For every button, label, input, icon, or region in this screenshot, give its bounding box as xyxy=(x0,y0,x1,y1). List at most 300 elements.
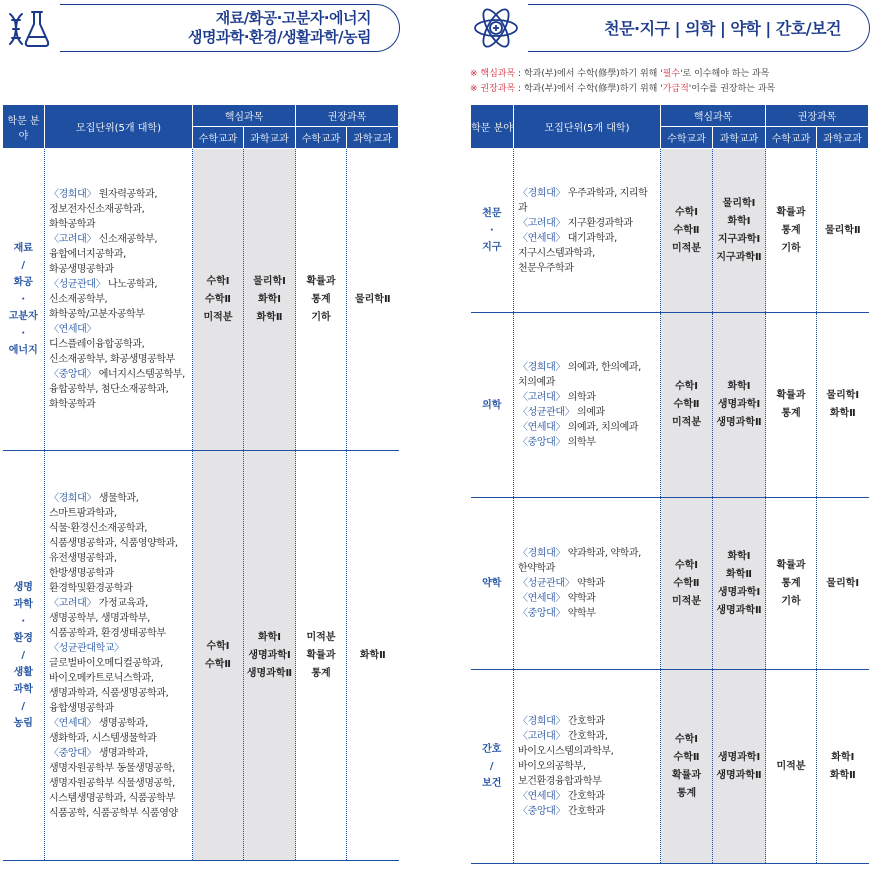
subject-name: 화학Ⅰ xyxy=(257,631,282,643)
subject-name: 화학Ⅰ xyxy=(257,293,282,305)
university-name: 〈중앙대〉 xyxy=(518,608,565,619)
left-header-line1: 재료/화공·고분자·에너지 xyxy=(215,9,371,27)
units-cell xyxy=(45,149,193,451)
department-names: 화학공학과 xyxy=(49,399,96,410)
unit-line xyxy=(49,686,188,701)
field-label: · xyxy=(489,225,494,236)
note-rec-text-a: : 학과(부)에서 수학(修學)하기 위해 ' xyxy=(515,84,663,94)
subject-name: 생명과학Ⅰ xyxy=(717,751,761,763)
department-names: 화학공학/고분자공학부 xyxy=(49,309,145,320)
left-header-line2: 생명과학·환경/생활과학/농림 xyxy=(187,28,371,46)
unit-line xyxy=(49,701,188,716)
unit-line xyxy=(49,292,188,307)
field-label: · xyxy=(21,328,26,339)
col-units-header: 모집단위(5개 대학) xyxy=(45,105,193,149)
department-names: 화공생명공학과 xyxy=(49,264,114,275)
department-names: 원자력공학과, xyxy=(95,189,158,200)
department-names: 지구환경과학과 xyxy=(564,217,633,229)
department-names: 대기과학과, xyxy=(564,232,617,244)
field-label: 간호 xyxy=(482,744,502,755)
department-names: 우주과학과, 지리학과 xyxy=(518,187,648,214)
field-label: 약학 xyxy=(482,578,502,589)
unit-line xyxy=(518,804,656,819)
department-names: 치의예과 xyxy=(518,377,556,388)
unit-line xyxy=(49,716,188,731)
unit-line xyxy=(49,232,188,247)
unit-line xyxy=(49,397,188,412)
core-math-cell xyxy=(661,498,713,670)
unit-line xyxy=(49,626,188,641)
table-row xyxy=(471,149,869,313)
department-names: 약학과 xyxy=(564,593,596,604)
university-name: 〈고려대〉 xyxy=(518,731,565,742)
subject-name: 생명과학Ⅱ xyxy=(246,667,293,679)
core-math-cell xyxy=(661,149,713,313)
department-names: 한약학과 xyxy=(518,563,556,574)
unit-line xyxy=(49,536,188,551)
subject-name: 생명과학Ⅰ xyxy=(717,399,761,410)
university-name: 〈연세대〉 xyxy=(518,422,565,433)
core-math-cell xyxy=(193,451,244,861)
department-names: 바이오시스템의과학부, xyxy=(518,746,614,757)
unit-line xyxy=(518,789,656,804)
subject-name: 물리학Ⅰ xyxy=(722,197,756,209)
subject-name: 수학Ⅰ xyxy=(674,381,699,392)
subject-name: 미적분 xyxy=(672,417,701,428)
recommended-science-cell xyxy=(347,149,399,451)
subject-name: 수학Ⅰ xyxy=(206,640,230,652)
subject-name: 미적분 xyxy=(672,242,701,254)
unit-line xyxy=(518,420,656,435)
department-names: 에너지시스템공학부, xyxy=(95,369,185,380)
note-core-emphasis: 필수 xyxy=(662,69,681,79)
recommended-math-cell xyxy=(766,498,817,670)
subject-name: 화학Ⅰ xyxy=(727,215,751,227)
university-name: 〈고려대〉 xyxy=(518,217,565,229)
department-names: 약학부 xyxy=(564,608,596,619)
department-names: 식물·환경신소재공학과, xyxy=(49,522,148,534)
department-names: 한방생명공학과 xyxy=(49,567,114,579)
university-name: 〈고려대〉 xyxy=(49,597,96,609)
subject-name: 생명과학Ⅱ xyxy=(716,604,762,616)
field-label: / xyxy=(21,650,26,661)
department-names: 융합생명공학과 xyxy=(49,702,114,714)
unit-line xyxy=(49,671,188,686)
subject-name: 미적분 xyxy=(203,311,233,323)
units-cell xyxy=(514,149,661,313)
university-name: 〈연세대〉 xyxy=(518,791,565,802)
units-cell xyxy=(514,670,661,864)
subject-name: 물리학Ⅰ xyxy=(253,275,286,287)
university-name: 〈고려대〉 xyxy=(518,392,565,403)
unit-line xyxy=(518,435,656,450)
subject-name: 수학Ⅰ xyxy=(206,275,230,287)
department-names: 약학과 xyxy=(574,578,605,589)
subject-name: 지구과학Ⅰ xyxy=(717,233,761,245)
university-name: 〈성균관대〉 xyxy=(518,407,575,418)
subject-name: 수학Ⅱ xyxy=(673,399,700,410)
note-core xyxy=(470,67,775,82)
department-names: 융합에너지공학과, xyxy=(49,249,126,260)
department-names: 정보전자신소재공학과, xyxy=(49,204,145,215)
field-label: 의학 xyxy=(482,399,502,411)
sub-math-header: 수학교과 xyxy=(661,127,713,149)
subject-name: 물리학Ⅱ xyxy=(824,224,861,236)
recommended-math-cell xyxy=(766,313,817,498)
unit-line xyxy=(518,261,656,276)
subject-name: 물리학Ⅰ xyxy=(826,390,860,401)
field-label: 환경 xyxy=(13,633,33,644)
subject-name: 수학Ⅰ xyxy=(674,559,699,571)
core-science-cell xyxy=(713,313,766,498)
unit-line xyxy=(49,746,188,761)
university-name: 〈경희대〉 xyxy=(518,716,565,727)
field-label: 생명 xyxy=(13,582,33,593)
subject-name: 통계 xyxy=(311,293,331,305)
core-science-cell xyxy=(713,670,766,864)
subject-name: 통계 xyxy=(781,408,801,419)
department-names: 지구시스템과학과, xyxy=(518,247,595,259)
subject-name: 생명과학Ⅱ xyxy=(716,417,762,428)
department-names: 간호학과 xyxy=(564,791,605,802)
units-cell xyxy=(45,451,193,861)
department-names: 의예과, 치의예과 xyxy=(564,422,639,433)
field-label: 에너지 xyxy=(8,345,38,356)
field-label: · xyxy=(21,294,26,305)
unit-line xyxy=(518,390,656,405)
university-name: 〈경희대〉 xyxy=(49,492,96,504)
subject-name: 미적분 xyxy=(306,631,336,643)
unit-line xyxy=(49,611,188,626)
core-science-cell xyxy=(244,149,296,451)
subject-name: 화학Ⅰ xyxy=(727,550,751,562)
recommended-math-cell xyxy=(766,149,817,313)
department-names: 천문우주학과 xyxy=(518,262,574,274)
note-rec-emphasis: 가급적 xyxy=(662,84,689,94)
unit-line xyxy=(518,714,656,729)
department-names: 신소재공학부, 화공생명공학부 xyxy=(49,354,175,365)
unit-line xyxy=(49,322,188,337)
unit-line xyxy=(518,186,656,216)
unit-line xyxy=(518,774,656,789)
col-units-header: 모집단위(5개 대학) xyxy=(514,105,661,149)
unit-line xyxy=(49,217,188,232)
subject-name: 확률과 xyxy=(306,649,336,661)
right-header-title: 천문·지구 | 의학 | 약학 | 간호/보건 xyxy=(604,18,841,38)
unit-line xyxy=(49,491,188,506)
subject-name: 확률과 xyxy=(776,390,806,401)
department-names: 생명과학과, 식품생명공학과, xyxy=(49,687,169,699)
dna-flask-icon xyxy=(4,4,52,52)
subject-name: 기하 xyxy=(781,595,801,607)
unit-line xyxy=(49,641,188,656)
university-name: 〈중앙대〉 xyxy=(518,806,565,817)
recommended-math-cell xyxy=(296,451,347,861)
subject-name: 화학Ⅱ xyxy=(726,568,752,580)
unit-line xyxy=(49,247,188,262)
field-label: 과학 xyxy=(13,684,33,695)
core-science-cell xyxy=(244,451,296,861)
unit-line xyxy=(518,375,656,390)
university-name: 〈연세대〉 xyxy=(49,324,96,335)
department-names: 의학부 xyxy=(564,437,596,448)
left-header-title-box xyxy=(60,4,400,52)
university-name: 〈성균관대〉 xyxy=(518,578,575,589)
subject-name: 확률과 xyxy=(672,769,701,781)
sub-sci-header: 과학교과 xyxy=(244,127,296,149)
department-names: 시스템생명공학과, 식품공학부 xyxy=(49,792,175,804)
unit-line xyxy=(518,759,656,774)
subject-name: 물리학Ⅱ xyxy=(354,293,391,305)
university-name: 〈경희대〉 xyxy=(49,189,96,200)
note-rec xyxy=(470,82,775,97)
field-cell xyxy=(471,313,514,498)
unit-line xyxy=(49,382,188,397)
unit-line xyxy=(49,367,188,382)
group-core-header: 핵심과목 xyxy=(661,105,766,127)
department-names: 가정교육과, xyxy=(95,597,148,609)
right-header xyxy=(470,4,870,52)
subject-name: 화학Ⅰ xyxy=(727,381,751,392)
subject-name: 화학Ⅱ xyxy=(256,311,283,323)
note-core-label: ※ 핵심과목 xyxy=(470,69,516,79)
department-names: 간호학과 xyxy=(564,806,605,817)
recommended-science-cell xyxy=(817,149,869,313)
subject-name: 기하 xyxy=(781,242,801,254)
note-rec-text-b: '이수를 권장하는 과목 xyxy=(688,84,776,94)
university-name: 〈성균관대〉 xyxy=(49,279,106,290)
subject-name: 물리학Ⅰ xyxy=(826,577,860,589)
subject-name: 수학Ⅱ xyxy=(205,658,231,670)
note-core-text-b: '로 이수해야 하는 과목 xyxy=(680,69,770,79)
department-names: 글로벌바이오메디컬공학과, xyxy=(49,657,163,669)
field-label: 과학 xyxy=(13,599,33,610)
unit-line xyxy=(49,337,188,352)
group-rec-header: 권장과목 xyxy=(296,105,399,127)
unit-line xyxy=(518,606,656,621)
unit-line xyxy=(49,581,188,596)
core-math-cell xyxy=(661,313,713,498)
department-names: 생물학과, xyxy=(95,492,139,504)
field-label: · xyxy=(21,616,26,627)
department-names: 신소재공학부, xyxy=(49,294,108,305)
field-label: 고분자 xyxy=(8,311,38,322)
table-row xyxy=(471,498,869,670)
unit-line xyxy=(49,202,188,217)
table-row xyxy=(3,451,399,861)
recommended-science-cell xyxy=(817,313,869,498)
subject-name: 미적분 xyxy=(776,760,806,772)
department-names: 환경학및환경공학과 xyxy=(49,582,133,594)
department-names: 화학공학과 xyxy=(49,219,96,230)
group-core-header: 핵심과목 xyxy=(193,105,296,127)
department-names: 유전생명공학과, xyxy=(49,552,117,564)
department-names: 디스플레이융합공학과, xyxy=(49,339,145,350)
subject-name: 수학Ⅱ xyxy=(673,751,700,763)
unit-line xyxy=(518,546,656,561)
units-cell xyxy=(514,498,661,670)
field-cell xyxy=(471,670,514,864)
unit-line xyxy=(518,246,656,261)
group-rec-header: 권장과목 xyxy=(766,105,869,127)
right-header-title-box xyxy=(528,4,870,52)
subject-name: 생명과학Ⅱ xyxy=(716,769,762,781)
department-names: 바이오메카트로닉스학과, xyxy=(49,672,154,684)
recommended-math-cell xyxy=(296,149,347,451)
units-cell xyxy=(514,313,661,498)
subject-name: 통계 xyxy=(781,224,801,236)
department-names: 생명공학부, 생명과학부, xyxy=(49,612,150,624)
unit-line xyxy=(49,731,188,746)
subject-name: 지구과학Ⅱ xyxy=(716,251,762,263)
university-name: 〈중앙대〉 xyxy=(518,437,565,448)
department-names: 생명자원공학부 동물생명공학, xyxy=(49,762,175,774)
unit-line xyxy=(49,521,188,536)
sub-sci-header: 과학교과 xyxy=(713,127,766,149)
field-label: 지구 xyxy=(482,242,502,253)
unit-line xyxy=(518,729,656,744)
university-name: 〈경희대〉 xyxy=(518,362,565,373)
subject-name: 확률과 xyxy=(306,275,336,287)
subject-name: 수학Ⅰ xyxy=(674,733,699,745)
table-row xyxy=(471,313,869,498)
unit-line xyxy=(518,216,656,231)
field-label: / xyxy=(21,701,26,712)
university-name: 〈연세대〉 xyxy=(518,593,565,604)
university-name: 〈연세대〉 xyxy=(49,717,96,729)
university-name: 〈고려대〉 xyxy=(49,234,96,245)
subject-name: 생명과학Ⅰ xyxy=(717,586,761,598)
department-names: 식품공학, 식품공학부 식품영양 xyxy=(49,807,178,819)
department-names: 식품공학과, 환경생태공학부 xyxy=(49,627,166,639)
unit-line xyxy=(518,591,656,606)
note-rec-label: ※ 권장과목 xyxy=(470,84,516,94)
unit-line xyxy=(49,656,188,671)
unit-line xyxy=(49,551,188,566)
unit-line xyxy=(49,806,188,821)
field-label: 화공 xyxy=(13,277,33,288)
recommended-math-cell xyxy=(766,670,817,864)
subject-name: 통계 xyxy=(311,667,331,679)
atom-icon xyxy=(472,4,520,52)
subject-name: 화학Ⅰ xyxy=(831,751,855,763)
recommended-science-cell xyxy=(817,670,869,864)
unit-line xyxy=(49,187,188,202)
subject-name: 화학Ⅱ xyxy=(359,649,386,661)
subject-name: 화학Ⅱ xyxy=(829,769,856,781)
unit-line xyxy=(518,231,656,246)
field-label: / xyxy=(21,260,26,271)
department-names: 생명자원공학부 식물생명공학, xyxy=(49,777,175,789)
subject-name: 미적분 xyxy=(672,595,701,607)
subject-name: 확률과 xyxy=(776,559,806,571)
field-cell xyxy=(3,149,45,451)
department-names: 생화학과, 시스템생물학과 xyxy=(49,732,157,744)
university-name: 〈중앙대〉 xyxy=(49,747,96,759)
department-names: 바이오의공학부, xyxy=(518,761,586,772)
university-name: 〈성균관대학교〉 xyxy=(49,642,124,654)
subject-name: 확률과 xyxy=(776,206,806,218)
university-name: 〈경희대〉 xyxy=(518,548,565,559)
field-label: 재료 xyxy=(13,243,33,254)
unit-line xyxy=(518,576,656,591)
department-names: 간호학과 xyxy=(564,716,605,727)
col-field-header: 학문 분야 xyxy=(471,105,514,149)
subject-name: 통계 xyxy=(781,577,801,589)
department-names: 나노공학과, xyxy=(105,279,158,290)
subject-name: 화학Ⅱ xyxy=(829,408,856,419)
subject-name: 수학Ⅰ xyxy=(674,206,699,218)
department-names: 의학과 xyxy=(564,392,596,403)
col-field-header: 학문 분야 xyxy=(3,105,45,149)
field-cell xyxy=(471,498,514,670)
department-names: 의예과, 한의예과, xyxy=(564,362,641,373)
field-label: 생활 xyxy=(13,667,33,678)
table-row xyxy=(471,670,869,864)
note-core-text-a: : 학과(부)에서 수학(修學)하기 위해 ' xyxy=(515,69,663,79)
university-name: 〈경희대〉 xyxy=(518,187,565,199)
unit-line xyxy=(49,277,188,292)
field-label: 보건 xyxy=(482,778,502,789)
unit-line xyxy=(518,360,656,375)
department-names: 간호학과, xyxy=(564,731,608,742)
unit-line xyxy=(49,307,188,322)
department-names: 생명공학과, xyxy=(95,717,148,729)
university-name: 〈중앙대〉 xyxy=(49,369,96,380)
subject-name: 통계 xyxy=(676,787,697,799)
sub-sci2-header: 과학교과 xyxy=(347,127,399,149)
unit-line xyxy=(518,744,656,759)
department-names: 생명과학과, xyxy=(95,747,148,759)
subject-name: 기하 xyxy=(311,311,331,323)
field-cell xyxy=(471,149,514,313)
department-names: 의예과 xyxy=(574,407,605,418)
subject-name: 생명과학Ⅰ xyxy=(248,649,291,661)
unit-line xyxy=(49,776,188,791)
sub-sci2-header: 과학교과 xyxy=(817,127,869,149)
unit-line xyxy=(49,761,188,776)
left-header xyxy=(0,4,400,52)
sub-math-header: 수학교과 xyxy=(193,127,244,149)
recommended-science-cell xyxy=(817,498,869,670)
recommended-science-cell xyxy=(347,451,399,861)
unit-line xyxy=(49,352,188,367)
unit-line xyxy=(518,561,656,576)
department-names: 스마트팜과학과, xyxy=(49,507,117,519)
field-label: 농림 xyxy=(13,718,33,729)
unit-line xyxy=(49,506,188,521)
field-label: / xyxy=(489,761,494,772)
unit-line xyxy=(518,405,656,420)
core-science-cell xyxy=(713,149,766,313)
unit-line xyxy=(49,262,188,277)
table-row xyxy=(3,149,399,451)
field-label: 천문 xyxy=(482,208,502,219)
core-math-cell xyxy=(661,670,713,864)
core-math-cell xyxy=(193,149,244,451)
department-names: 보건환경융합과학부 xyxy=(518,776,602,787)
university-name: 〈연세대〉 xyxy=(518,232,565,244)
subject-name: 수학Ⅱ xyxy=(673,577,700,589)
unit-line xyxy=(49,596,188,611)
sub-math2-header: 수학교과 xyxy=(766,127,817,149)
department-names: 약과학과, 약학과, xyxy=(564,548,641,559)
core-science-cell xyxy=(713,498,766,670)
department-names: 신소재공학부, xyxy=(95,234,158,245)
left-subject-table xyxy=(2,104,399,861)
unit-line xyxy=(49,791,188,806)
field-cell xyxy=(3,451,45,861)
